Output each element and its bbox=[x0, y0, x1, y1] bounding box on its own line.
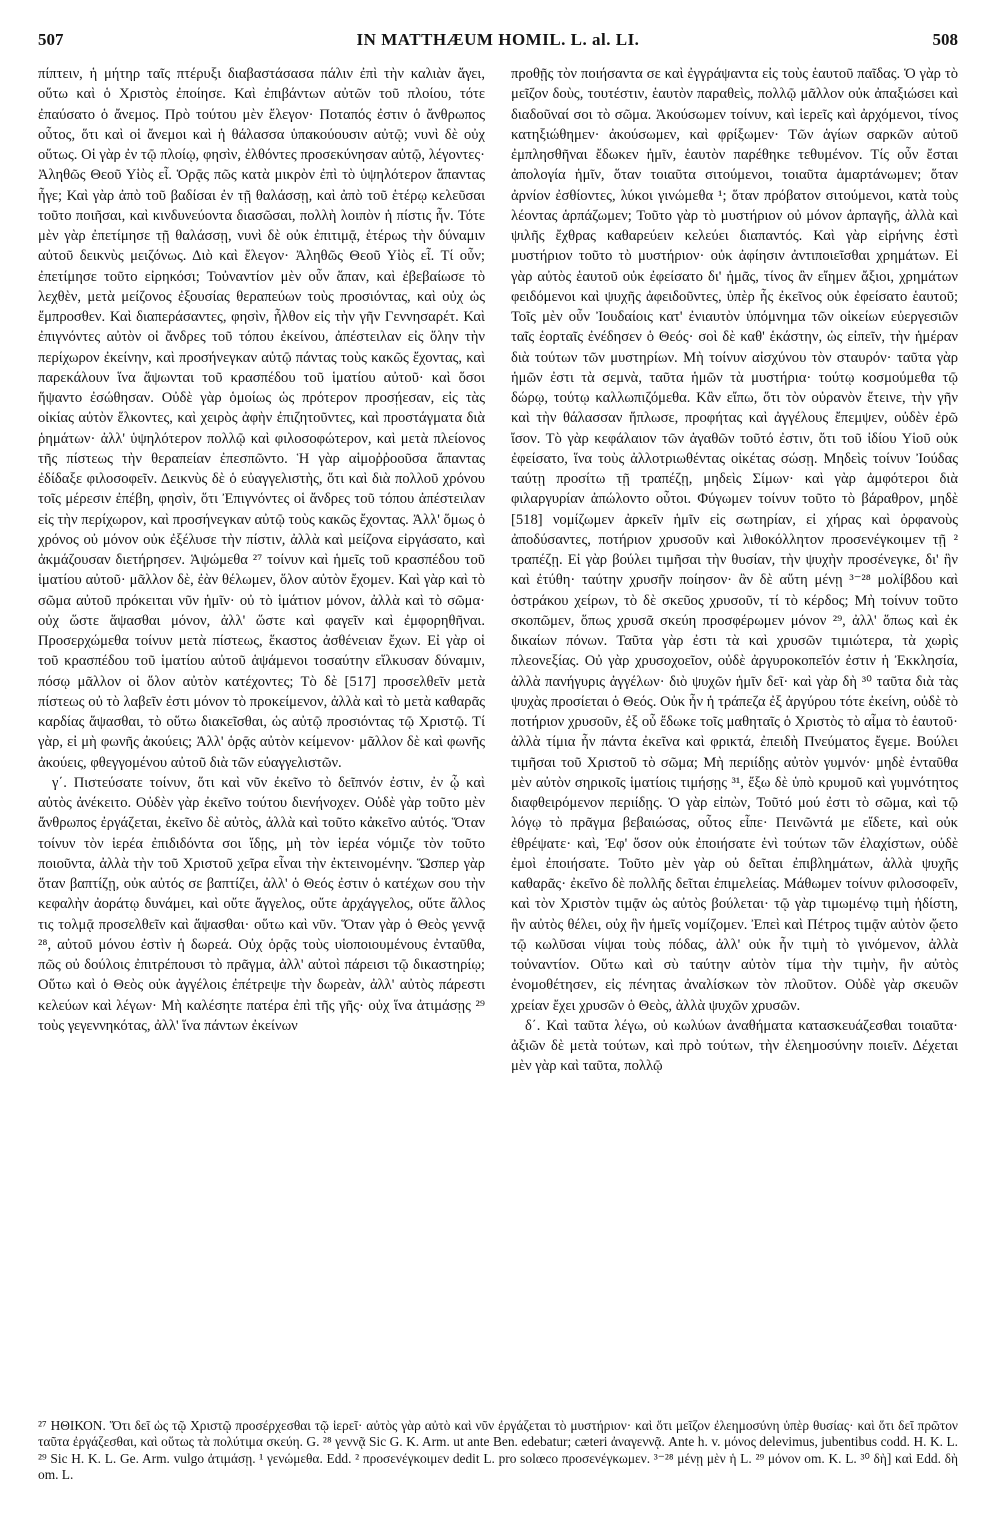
page-number-right: 508 bbox=[932, 30, 958, 49]
page-number-left: 507 bbox=[38, 30, 64, 49]
running-header bbox=[38, 30, 958, 56]
text-columns bbox=[38, 64, 958, 1416]
right-paragraph-2: δ΄. Καὶ ταῦτα λέγω, οὐ κωλύων ἀναθήματα κατασκευάζεσθαι τοιαῦτα· ἀξιῶν δὲ μετὰ τούτων, καὶ πρὸ τούτων, τὴν ἐλεημοσύνην ποιεῖν. Δέχεται μὲν γὰρ καὶ ταῦτα, πολλῷ bbox=[511, 1017, 958, 1075]
footnotes bbox=[38, 1418, 958, 1536]
left-paragraph-2: γ΄. Πιστεύσατε τοίνυν, ὅτι καὶ νῦν ἐκεῖνο τὸ δεῖπνόν ἐστιν, ἐν ᾧ καὶ αὐτὸς ἀνέκειτο. Οὐδὲν γὰρ ἐκεῖνο τούτου διενήνοχεν. Οὐδὲ γὰρ τοῦτο μὲν ἄνθρωπος ἐργάζεται, ἐκεῖνο δὲ αὐτὸς, ἀλλὰ καὶ τοῦτο κἀκεῖνο αὐτός. Ὅταν τοίνυν τὸν ἱερέα ἐπιδιδόντα σοι ἴδῃς, μὴ τὸν ἱερέα νόμιζε τὸν τοῦτο ποιοῦντα, ἀλλὰ τὴν τοῦ Χριστοῦ χεῖρα εἶναι τὴν ἐκτεινομένην. Ὥσπερ γὰρ ὅταν βαπτίζῃ, οὐκ αὐτός σε βαπτίζει, ἀλλ' ὁ Θεός ἐστιν ὁ κατέχων σου τὴν κεφαλὴν ἀοράτῳ δυνάμει, καὶ οὔτε ἄγγελος, οὔτε ἀρχάγγελος, οὔτε ἄλλος τις τολμᾷ προσελθεῖν καὶ ἅψασθαι· οὕτω καὶ νῦν. Ὅταν γὰρ ὁ Θεὸς γεννᾷ ²⁸, αὐτοῦ μόνου ἐστὶν ἡ δωρεά. Οὐχ ὁρᾷς τοὺς υἱοποιουμένους ἐνταῦθα, πῶς οὐ δούλοις ἐπιτρέπουσι τὸ πρᾶγμα, ἀλλ' αὐτοὶ πάρεισι τῷ δικαστηρίῳ; Οὕτω καὶ ὁ Θεὸς οὐκ ἀγγέλοις ἐπέτρεψε τὴν δωρεὰν, ἀλλ' αὐτὸς πάρεστι κελεύων καὶ λέγων· Μὴ καλέσητε πατέρα ἐπὶ τῆς γῆς· οὐχ ἵνα ἀτιμάσῃς ²⁹ τοὺς γεγεννηκότας, ἀλλ' ἵνα πάντων ἐκείνων bbox=[38, 774, 485, 1034]
running-title: IN MATTHÆUM HOMIL. L. al. LI. bbox=[356, 30, 640, 49]
left-paragraph-1: πίπτειν, ἡ μήτηρ ταῖς πτέρυξι διαβαστάσασα πάλιν ἐπὶ τὴν καλιὰν ἄγει, οὕτω καὶ ὁ Χριστὸς ἐποίησε. Καὶ ἐπιβάντων αὐτῶν τοῦ πλοίου, τότε ἐπαύσατο ὁ ἄνεμος. Πρὸ τούτου μὲν ἔλεγον· Ποταπός ἐστιν ὁ ἄνθρωπος οὗτος, ὅτι καὶ οἱ ἄνεμοι καὶ ἡ θάλασσα ὑπακούουσιν αὐτῷ; νυνὶ δὲ οὐχ οὕτως. Οἱ γὰρ ἐν τῷ πλοίῳ, φησὶν, ἐλθόντες προσεκύνησαν αὐτῷ, λέγοντες· Ἀληθῶς Θεοῦ Υἱὸς εἶ. Ὁρᾷς πῶς κατὰ μικρὸν ἐπὶ τὸ ὑψηλότερον ἅπαντας ἦγε; Καὶ γὰρ ἀπὸ τοῦ βαδίσαι ἐν τῇ θαλάσσῃ, καὶ ἀπὸ τοῦ ἑτέρῳ κελεῦσαι τοῦτο ποιῆσαι, καὶ κινδυνεύοντα διασῶσαι, πολλὴ λοιπὸν ἡ πίστις ἦν. Τότε μὲν γὰρ ἐπετίμησε τῇ θαλάσσῃ, νυνὶ δὲ οὐκ ἐπιτιμᾷ, ἑτέρως τὴν δύναμιν αὐτοῦ δεικνὺς μειζόνως. Διὸ καὶ ἔλεγον· Ἀληθῶς Θεοῦ Υἱὸς εἶ. Τί οὖν; ἐπετίμησε τοῦτο εἰρηκόσι; Τοὐναντίον μὲν οὖν ἅπαν, καὶ ἐβεβαίωσε τὸ λεχθὲν, μετὰ μείζονος ἐξουσίας θεραπεύων τοὺς προσιόντας, καὶ οὐχ ὡς ἔμπροσθεν. Καὶ διαπεράσαντες, φησὶν, ἦλθον εἰς τὴν γῆν Γεννησαρέτ. Καὶ ἐπιγνόντες αὐτὸν οἱ ἄνδρες τοῦ τόπου ἐκείνου, ἀπέστειλαν εἰς ὅλην τὴν περίχωρον ἐκείνην, καὶ προσήνεγκαν αὐτῷ πάντας τοὺς κακῶς ἔχοντας, καὶ παρεκάλουν ἵνα ἅψωνται τοῦ κρασπέδου τοῦ ἱματίου αὐτοῦ· καὶ ὅσοι ἥψαντο ἐσώθησαν. Οὐδὲ γὰρ ὁμοίως ὡς πρότερον προσῄεσαν, εἰς τὰς οἰκίας αὐτὸν ἕλκοντες, καὶ χειρὸς ἀφὴν ἐπιζητοῦντες, καὶ προστάγματα διὰ ῥημάτων· ἀλλ' ὑψηλότερον πολλῷ καὶ φιλοσοφώτερον, καὶ μετὰ πλείονος τῆς πίστεως τὴν θεραπείαν ἐπεσπῶντο. Ἡ γὰρ αἱμοῤῥοοῦσα ἅπαντας ἐδίδαξε φιλοσοφεῖν. Δεικνὺς δὲ ὁ εὐαγγελιστὴς, ὅτι καὶ διὰ πολλοῦ χρόνου τοῖς μέρεσιν ἐπέβη, φησὶν, ὅτι Ἐπιγνόντες οἱ ἄνδρες τοῦ τόπου ἀπέστειλαν εἰς τὴν περίχωρον, καὶ προσήνεγκαν αὐτῷ τοὺς κακῶς ἔχοντας. Ἀλλ' ὅμως ὁ χρόνος οὐ μόνον οὐκ ἐξέλυσε τὴν πίστιν, ἀλλὰ καὶ μείζονα εἰργάσατο, καὶ ἀκμάζουσαν διετήρησεν. Ἁψώμεθα ²⁷ τοίνυν καὶ ἡμεῖς τοῦ κρασπέδου τοῦ ἱματίου αὐτοῦ· μᾶλλον δὲ, ἐὰν θέλωμεν, ὅλον αὐτὸν ἔχομεν. Καὶ γὰρ καὶ τὸ σῶμα αὐτοῦ πρόκειται νῦν ἡμῖν· οὐ τὸ ἱμάτιον μόνον, ἀλλὰ καὶ τὸ σῶμα· οὐχ ὥστε ἅψασθαι μόνον, ἀλλ' ὥστε καὶ φαγεῖν καὶ ἐμφορηθῆναι. Προσερχώμεθα τοίνυν μετὰ πίστεως, ἕκαστος ἀσθένειαν ἔχων. Εἰ γὰρ οἱ τοῦ κρασπέδου τοῦ ἱματίου αὐτοῦ ἁψάμενοι τοσαύτην εἵλκυσαν δύναμιν, πόσῳ μᾶλλον οἱ ὅλον αὐτὸν κατέχοντες; Τὸ δὲ [517] προσελθεῖν μετὰ πίστεως οὐ τὸ λαβεῖν ἐστι μόνον τὸ προκείμενον, ἀλλὰ καὶ τὸ μετὰ καθαρᾶς καρδίας ἅψασθαι, τὸ οὕτω διακεῖσθαι, ὡς αὐτῷ προσιόντας τῷ Χριστῷ. Τί γὰρ, εἰ μὴ φωνῆς ἀκούεις; Ἀλλ' ὁρᾷς αὐτὸν κείμενον· μᾶλλον δὲ καὶ φωνῆς ἀκούεις, φθεγγομένου αὐτοῦ διὰ τῶν εὐαγγελιστῶν. bbox=[38, 66, 485, 771]
footnotes-text: ²⁷ ΗΘΙΚΟΝ. Ὅτι δεῖ ὡς τῷ Χριστῷ προσέρχεσθαι τῷ ἱερεῖ· αὐτὸς γὰρ αὐτὸ καὶ νῦν ἐργάζεται τὸ μυστήριον· καὶ ὅτι μεῖζον ἐλεημοσύνη ὑπὲρ θυσίας· καὶ ὅτι δεῖ πρῶτον ταῦτα ἐργάζεσθαι, καὶ οὕτως τὰ πολύτιμα σκεύη. G. ²⁸ γεννᾷ Sic G. K. Arm. ut ante Ben. edebatur; cæteri ἀναγεννᾷ. Ante h. v. μόνος delevimus, jubentibus codd. H. K. L. ²⁹ Sic H. K. L. Ge. Arm. vulgo ἀτιμάσῃ. ¹ γενώμεθα. Edd. ² προσενέγκοιμεν dedit L. pro solœco προσενέγκωμεν. ³⁻²⁸ μένῃ μὲν ἡ L. ²⁹ μόνον om. K. L. ³⁰ δὴ] καὶ Edd. δὴ om. L. bbox=[38, 1418, 958, 1482]
left-column bbox=[38, 64, 485, 1416]
right-paragraph-1: προθῇς τὸν ποιήσαντα σε καὶ ἐγγράψαντα εἰς τοὺς ἑαυτοῦ παῖδας. Ὁ γὰρ τὸ μεῖζον δοὺς, τουτέστιν, ἑαυτὸν παραθεὶς, πολλῷ μᾶλλον οὐκ ἀπαξιώσει καὶ διαδοῦναί σοι τὸ σῶμα. Ἀκούσωμεν τοίνυν, καὶ ἱερεῖς καὶ ἀρχόμενοι, τίνος κατηξιώθημεν· ἀκούσωμεν, καὶ φρίξωμεν· Τῶν ἁγίων σαρκῶν αὐτοῦ ἐμπλησθῆναι ἔδωκεν ἡμῖν, ἑαυτὸν παρέθηκε τεθυμένον. Τίς οὖν ἔσται ἀπολογία ἡμῖν, ὅταν τοιαῦτα σιτούμενοι, τοιαῦτα ἁμαρτάνωμεν; ὅταν ἀρνίον ἐσθίοντες, λύκοι γινώμεθα ¹; ὅταν πρόβατον σιτούμενοι, κατὰ τοὺς λέοντας ἁρπάζωμεν; Τοῦτο γὰρ τὸ μυστήριον οὐ μόνον ἁρπαγῆς, ἀλλὰ καὶ ψιλῆς ἔχθρας καθαρεύειν κελεύει διαπαντός. Καὶ γὰρ εἰρήνης ἐστὶ μυστήριον τοῦτο τὸ μυστήριον· οὐκ ἀφίησιν ἀντιποιεῖσθαι χρημάτων. Εἰ γὰρ αὐτὸς ἑαυτοῦ οὐκ ἐφείσατο δι' ἡμᾶς, τίνος ἂν εἴημεν ἄξιοι, χρημάτων φειδόμενοι καὶ ψυχῆς ἀφειδοῦντες, ὑπὲρ ἧς ἐκεῖνος οὐκ ἐφείσατο ἑαυτοῦ; Τοῖς μὲν οὖν Ἰουδαίοις κατ' ἐνιαυτὸν ὑπόμνημα τῶν οἰκείων εὐεργεσιῶν ταῖς ἑορταῖς ἐνέδησεν ὁ Θεός· σοὶ δὲ καθ' ἑκάστην, ὡς εἰπεῖν, τὴν ἡμέραν διὰ τούτων τῶν μυστηρίων. Μὴ τοίνυν αἰσχύνου τὸν σταυρόν· ταῦτα γὰρ ἡμῶν ἐστι τὰ σεμνὰ, ταῦτα ἡμῶν τὰ μυστήρια· τούτῳ κοσμούμεθα τῷ δώρῳ, τούτῳ καλλωπιζόμεθα. Κἂν εἴπω, ὅτι τὸν οὐρανὸν ἔτεινε, τὴν γῆν καὶ τὴν θάλασσαν ἥπλωσε, προφήτας καὶ ἀγγέλους ἔπεμψεν, οὐδὲν ἐρῶ ἴσον. Τὸ γὰρ κεφάλαιον τῶν ἀγαθῶν τοῦτό ἐστιν, ὅτι τοῦ ἰδίου Υἱοῦ οὐκ ἐφείσατο, ἵνα τοὺς ἀλλοτριωθέντας οἰκέτας σώσῃ. Μηδεὶς τοίνυν Ἰούδας ταύτῃ προσίτω τῇ τραπέζῃ, μηδεὶς Σίμων· καὶ γὰρ ἀμφότεροι διὰ φιλαργυρίαν ἀπώλοντο οὗτοι. Φύγωμεν τοίνυν τοῦτο τὸ βάραθρον, μηδὲ [518] νομίζωμεν ἀρκεῖν ἡμῖν εἰς σωτηρίαν, εἰ χήρας καὶ ὀρφανοὺς ἀποδύσαντες, ποτήριον χρυσοῦν καὶ λιθοκόλλητον προσενέγκοιμεν τῇ ² τραπέζῃ. Εἰ γὰρ βούλει τιμῆσαι τὴν θυσίαν, τὴν ψυχὴν προσένεγκε, δι' ἣν καὶ ἐτύθη· ταύτην χρυσῆν ποίησον· ἂν δὲ αὕτη μένῃ ³⁻²⁸ μολίβδου καὶ ὀστράκου χείρων, τὸ δὲ σκεῦος χρυσοῦν, τί τὸ κέρδος; Μὴ τοίνυν τοῦτο σκοπῶμεν, ὅπως χρυσᾶ σκεύη προσφέρωμεν μόνον ²⁹, ἀλλ' ὅπως καὶ ἐκ δικαίων πόνων. Ταῦτα γὰρ ἐστι τὰ καὶ χρυσῶν τιμιώτερα, τὰ χωρὶς πλεονεξίας. Οὐ γὰρ χρυσοχοεῖον, οὐδὲ ἀργυροκοπεῖόν ἐστιν ἡ Ἐκκλησία, ἀλλὰ πανήγυρις ἀγγέλων· διὸ ψυχῶν ἡμῖν δεῖ· καὶ γὰρ δὴ ³⁰ ταῦτα διὰ τὰς ψυχὰς προσίεται ὁ Θεός. Οὐκ ἦν ἡ τράπεζα ἐξ ἀργύρου τότε ἐκείνη, οὐδὲ τὸ ποτήριον χρυσοῦν, ἐξ οὗ ἔδωκε τοῖς μαθηταῖς ὁ Χριστὸς τὸ αἷμα τὸ ἑαυτοῦ· ἀλλὰ τίμια ἦν πάντα ἐκεῖνα καὶ φρικτά, ἐπειδὴ Πνεύματος ἔγεμε. Βούλει τιμῆσαι τοῦ Χριστοῦ τὸ σῶμα; Μὴ περιίδῃς αὐτὸν γυμνόν· μηδὲ ἐνταῦθα μὲν αὐτὸν σηρικοῖς ἱματίοις τιμήσῃς ³¹, ἔξω δὲ ὑπὸ κρυμοῦ καὶ γυμνότητος διαφθειρόμενον περιίδῃς. Ὁ γὰρ εἰπὼν, Τοῦτό μού ἐστι τὸ σῶμα, καὶ τῷ λόγῳ τὸ πρᾶγμα βεβαιώσας, οὗτος εἶπε· Πεινῶντά με εἴδετε, καὶ οὐκ ἐθρέψατε· καὶ, Ἐφ' ὅσον οὐκ ἐποιήσατε ἑνὶ τούτων τῶν ἐλαχίστων, οὐδὲ ἐμοὶ ἐποιήσατε. Τοῦτο μὲν γὰρ οὐ δεῖται ἐπιβλημάτων, ἀλλὰ ψυχῆς καθαρᾶς· ἐκεῖνο δὲ πολλῆς δεῖται ἐπιμελείας. Μάθωμεν τοίνυν φιλοσοφεῖν, καὶ τὸν Χριστὸν τιμᾷν ὡς αὐτὸς βούλεται· τῷ γὰρ τιμωμένῳ τιμὴ ἡδίστη, ἣν αὐτὸς θέλει, οὐχ ἣν ἡμεῖς νομίζομεν. Ἐπεὶ καὶ Πέτρος τιμᾷν αὐτὸν ᾤετο τῷ κωλῦσαι νίψαι τοὺς πόδας, ἀλλ' οὐκ ἦν τιμὴ τὸ γινόμενον, ἀλλὰ τοὐναντίον. Οὕτω καὶ σὺ ταύτην αὐτὸν τίμα τὴν τιμὴν, ἣν αὐτὸς ἐνομοθέτησεν, εἰς πένητας ἀναλίσκων τὸν πλοῦτον. Οὐδὲ γὰρ σκευῶν χρείαν ἔχει χρυσῶν ὁ Θεὸς, ἀλλὰ ψυχῶν χρυσῶν. bbox=[511, 66, 958, 1014]
right-column bbox=[511, 64, 958, 1416]
